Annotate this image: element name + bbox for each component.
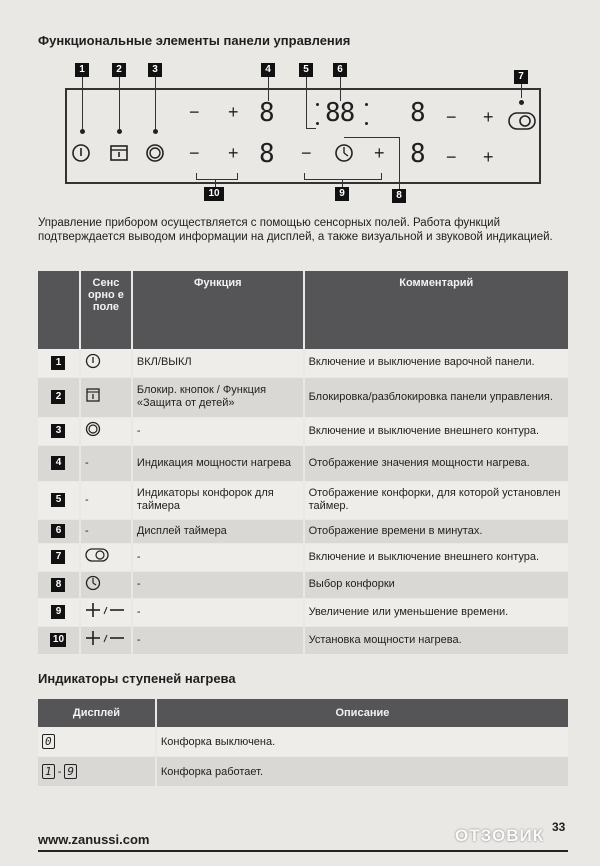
power-display: 8 [410, 139, 425, 169]
zone-indicator [316, 103, 319, 106]
description-cell: Конфорка выключена. [156, 727, 569, 757]
sensor-table [38, 271, 570, 655]
callout-1: 1 [75, 63, 89, 77]
row-number: 7 [51, 550, 65, 564]
comment-cell: Отображение времени в минутах. [304, 519, 569, 543]
oval-toggle-icon [508, 112, 536, 130]
table-row [38, 626, 569, 654]
callout-3: 3 [148, 63, 162, 77]
plus-minus-icon [85, 602, 125, 618]
row-number: 6 [51, 524, 65, 538]
page-number: 33 [552, 820, 566, 834]
table-row [38, 727, 569, 757]
row-number: 10 [50, 633, 66, 647]
leader-8-h [344, 137, 400, 138]
display-symbol: 0 [42, 734, 55, 749]
function-cell: Индикация мощности нагрева [132, 445, 304, 481]
heat-level-table [38, 699, 570, 787]
function-cell: Дисплей таймера [132, 519, 304, 543]
zone-indicator [365, 103, 368, 106]
lock-icon [109, 143, 129, 163]
table-row [38, 349, 569, 377]
outer-ring-icon [145, 143, 165, 163]
display-separator: - [57, 766, 62, 778]
row-number: 9 [51, 605, 65, 619]
clock-icon [334, 143, 354, 163]
footer-divider [38, 850, 568, 852]
table-row [38, 519, 569, 543]
header-comment: Комментарий [304, 271, 569, 349]
function-cell: Индикаторы конфорок для таймера [132, 481, 304, 519]
indicator-dot [153, 129, 158, 134]
header-description: Описание [156, 699, 569, 727]
plus-sensor: + [374, 143, 385, 163]
table-row [38, 598, 569, 626]
table-row [38, 377, 569, 417]
row-number: 3 [51, 424, 65, 438]
plus-minus-icon [85, 630, 125, 646]
function-cell: - [132, 543, 304, 571]
footer-website[interactable]: www.zanussi.com [38, 832, 150, 847]
callout-2: 2 [112, 63, 126, 77]
section-heading-2: Индикаторы ступеней нагрева [38, 671, 236, 686]
function-cell: - [132, 417, 304, 445]
comment-cell: Отображение значения мощности нагрева. [304, 445, 569, 481]
table-row [38, 481, 569, 519]
header-display: Дисплей [38, 699, 156, 727]
callout-4: 4 [261, 63, 275, 77]
plus-sensor: + [483, 107, 494, 127]
oval-toggle-icon [85, 548, 109, 562]
zone-indicator [365, 122, 368, 125]
plus-sensor: + [228, 102, 239, 122]
row-number: 2 [51, 390, 65, 404]
minus-sensor: − [189, 102, 200, 122]
function-cell: - [132, 626, 304, 654]
callout-7: 7 [514, 70, 528, 84]
callout-8: 8 [392, 189, 406, 203]
power-display: 8 [259, 98, 274, 128]
function-cell: ВКЛ/ВЫКЛ [132, 349, 304, 377]
indicator-dot [80, 129, 85, 134]
lock-icon [85, 387, 101, 403]
comment-cell: Отображение конфорки, для которой установлен таймер. [304, 481, 569, 519]
row-number: 8 [51, 578, 65, 592]
callout-5: 5 [299, 63, 313, 77]
header-number [38, 271, 80, 349]
comment-cell: Выбор конфорки [304, 571, 569, 598]
function-cell: - [132, 571, 304, 598]
outer-ring-icon [85, 421, 101, 437]
table-row [38, 543, 569, 571]
zone-indicator [316, 122, 319, 125]
intro-paragraph: Управление прибором осуществляется с помощью сенсорных полей. Работа функций подтверждается выводом информации на дисплей, а также визуальной и звуковой индикацией. [38, 217, 553, 243]
minus-sensor: − [446, 107, 457, 127]
leader-9 [342, 179, 343, 187]
table-row [38, 571, 569, 598]
plus-sensor: + [228, 143, 239, 163]
power-display: 8 [259, 139, 274, 169]
comment-cell: Включение и выключение внешнего контура. [304, 543, 569, 571]
leader-8 [399, 137, 400, 189]
power-display: 8 [410, 98, 425, 128]
row-number: 5 [51, 493, 65, 507]
header-function: Функция [132, 271, 304, 349]
comment-cell: Увеличение или уменьшение времени. [304, 598, 569, 626]
bracket-10 [196, 173, 238, 180]
panel-frame [65, 88, 541, 184]
description-cell: Конфорка работает. [156, 757, 569, 787]
watermark: ОТЗОВИК [455, 826, 545, 845]
bracket-9 [304, 173, 382, 180]
callout-9: 9 [335, 187, 349, 201]
power-icon [85, 353, 101, 369]
plus-sensor: + [483, 147, 494, 167]
power-icon [71, 143, 91, 163]
section-heading: Функциональные элементы панели управления [38, 33, 351, 48]
minus-sensor: − [189, 143, 200, 163]
display-symbol: 9 [64, 764, 77, 779]
comment-cell: Включение и выключение варочной панели. [304, 349, 569, 377]
function-cell: Блокир. кнопок / Функция «Защита от детей» [132, 377, 304, 417]
clock-icon [85, 575, 101, 591]
indicator-dot [117, 129, 122, 134]
timer-display: 88 [325, 98, 355, 128]
table-row [38, 445, 569, 481]
callout-6: 6 [333, 63, 347, 77]
sensor-cell: - [80, 481, 132, 519]
header-sensor: Сенс орно е поле [80, 271, 132, 349]
minus-sensor: − [301, 143, 312, 163]
sensor-cell: - [80, 445, 132, 481]
indicator-dot [519, 100, 524, 105]
comment-cell: Установка мощности нагрева. [304, 626, 569, 654]
table-row [38, 757, 569, 787]
leader-10 [215, 179, 216, 187]
minus-sensor: − [446, 147, 457, 167]
function-cell: - [132, 598, 304, 626]
sensor-cell: - [80, 519, 132, 543]
comment-cell: Включение и выключение внешнего контура. [304, 417, 569, 445]
comment-cell: Блокировка/разблокировка панели управления. [304, 377, 569, 417]
callout-10: 10 [204, 187, 224, 201]
row-number: 4 [51, 456, 65, 470]
table-row [38, 417, 569, 445]
row-number: 1 [51, 356, 65, 370]
display-symbol: 1 [42, 764, 55, 779]
